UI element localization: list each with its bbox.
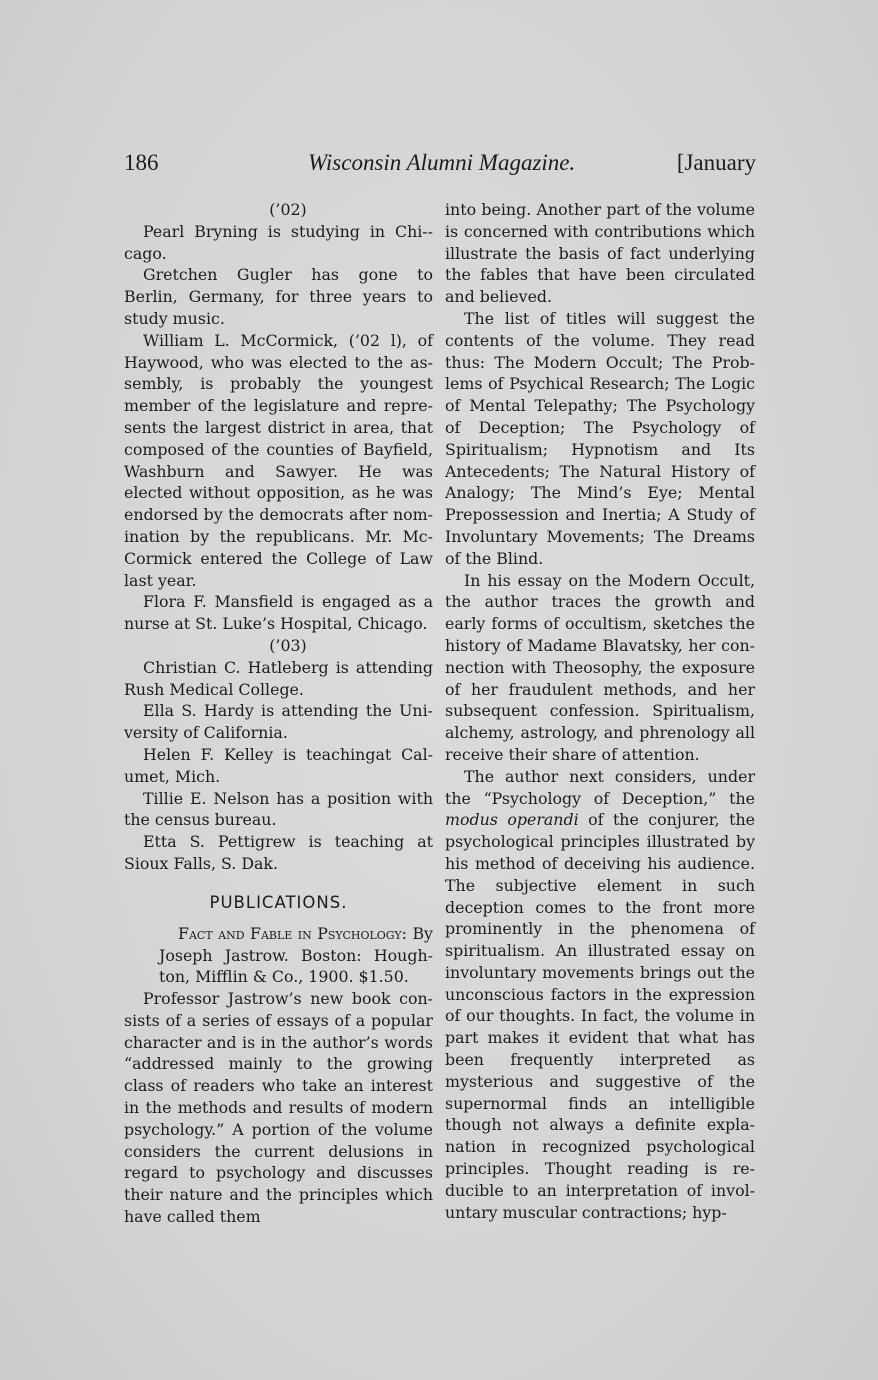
note-pettigrew: Etta S. Pettigrew is teaching at Sioux Falls, S. Dak. [124, 832, 433, 873]
running-header [124, 150, 756, 180]
review-opening: Professor Jastrow’s new book consists of a series of essays of a popular character and is in the author’s words “addressed mainly to the growing class of readers who take an interest in the methods and results of modern psychology.” A portion of the volume considers the current delusions in regard to psychology and discusses their nature and the principles which have called them [124, 989, 433, 1227]
publications-heading: PUBLICATIONS. [209, 892, 348, 912]
note-mccormick: William L. McCormick, (’02 l), of Haywood, who was elected to the assembly, is probably the youngest member of the legislature and represents the largest district in area, that composed of the counties of Bayfield, Washburn and Sawyer. He was elected without opposition, as he was endorsed by the democrats after nomination by the republicans. Mr. McCormick entered the College of Law last year. [124, 330, 433, 590]
note-hatleberg: Christian C. Hatleberg is attending Rush Medical College. [124, 657, 433, 699]
note-gugler: Gretchen Gugler has gone to Berlin, Germany, for three years to study music. [124, 265, 433, 328]
book-details: : By Joseph Jastrow. Boston: Houghton, Mifflin & Co., 1900. $1.50. [159, 923, 433, 987]
review-continued: into being. Another part of the volume is concerned with contributions which illustrate the basis of fact underlying the fables that have been circulated and believed. [445, 200, 755, 307]
review-titles: The list of titles will suggest the contents of the volume. They read thus: The Modern Occult; The Problems of Psychical Research; The Logic of Mental Telepathy; The Psychology of Deception; The Psychology of Spiritualism; Hypnotism and Its Antecedents; The Natural History of Analogy; The Mind’s Eye; Mental Prepossession and Inertia; A Study of Involuntary Movements; The Dreams of the Blind. [445, 308, 755, 568]
note-hardy: Ella S. Hardy is attending the University of California. [124, 701, 433, 743]
note-mansfield: Flora F. Mansfield is engaged as a nurse at St. Luke’s Hospital, Chicago. [124, 592, 433, 634]
left-column [124, 199, 433, 1228]
review-deception [445, 766, 755, 1224]
issue-month: [January [676, 150, 756, 175]
modus-operandi: modus operandi [445, 810, 579, 830]
class-heading-03: (’03) [269, 635, 307, 655]
class-heading-02: (’02) [269, 200, 307, 219]
note-kelley: Helen F. Kelley is teachingat Calumet, Mich. [124, 744, 433, 786]
review-occult: In his essay on the Modern Occult, the author traces the growth and early forms of occultism, sketches the history of Madame Blavatsky, her connection with Theosophy, the exposure of her fraudulent methods, and her subsequent confession. Spiritualism, alchemy, astrology, and phrenology all receive their share of attention. [445, 570, 755, 764]
right-column [445, 199, 755, 1223]
note-bryning: Pearl Bryning is studying in Chi-cago. [124, 221, 433, 263]
book-title: Fact and Fable in Psychology [178, 923, 402, 943]
page-number: 186 [124, 150, 159, 175]
note-nelson: Tillie E. Nelson has a position with the census bureau. [124, 788, 433, 830]
book-reference [124, 923, 433, 988]
journal-title: Wisconsin Alumni Magazine. [308, 150, 576, 175]
deception-text-a: The author next considers, under the “Psychology of Deception,” the [445, 766, 755, 808]
deception-text-b: of the conjurer, the psychological principles illustrated by his method of deceiving his audience. The subjective element in such deception comes to the front more prominently in the phenomena of spiritualism. An illustrated essay on involuntary movements brings out the unconscious factors in the expression of our thoughts. In fact, the volume in part makes it evident that what has been frequently interpreted as mysterious and suggestive of the supernormal finds an intelligible though not always a definite explanation in recognized psychological principles. Thought reading is reducible to an interpretation of involuntary muscular contractions; hyp- [445, 810, 755, 1222]
